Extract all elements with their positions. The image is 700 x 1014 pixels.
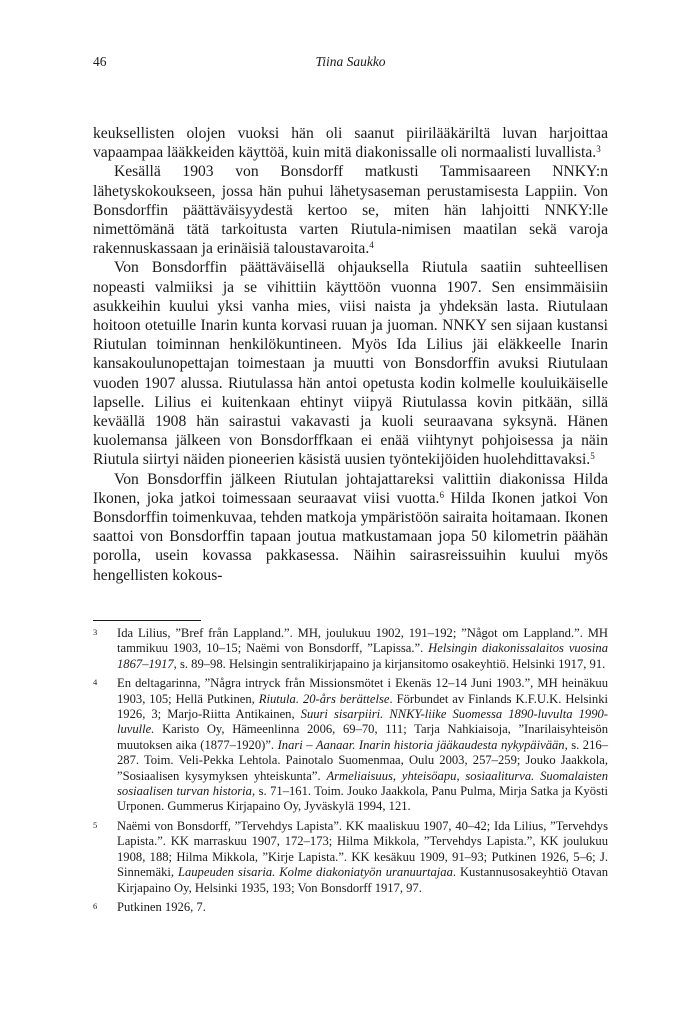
footnote-number: 3	[93, 627, 98, 637]
footnote-title: Riutula. 20-års berättelse	[258, 691, 390, 706]
paragraph-3	[93, 258, 608, 469]
paragraph-text: keuksellisten olojen vuoksi hän oli saanut piirilääkäriltä luvan harjoittaa vapaampaa lääkkeiden käyttöä, kuin mitä diakonissalle oli normaalisti luvallista.	[93, 125, 608, 162]
footnote-title: Laupeuden sisaria. Kolme diakoniatyön uranuurtajaa	[177, 865, 453, 880]
footnote-reference[interactable]: 4	[369, 240, 374, 251]
footnote-6	[93, 900, 608, 915]
page-number: 46	[93, 54, 107, 69]
paragraph-text: Hilda Ikonen jatkoi Von Bonsdorffin toimenkuvaa, tehden matkoja ympäristöön sairaita hoitamaan. Ikonen saattoi von Bonsdorffin tapaan joutua matkustamaan jopa 50 kilometrin päähän porolla, usein kovassa pakkasessa. Näihin sairasreissuihin kuului myös hengellisten kokous-	[93, 489, 608, 584]
footnote-title: Armeliaisuus, yhteisöapu, sosiaaliturva. Suomalaisten sosiaalisen turvan historia	[117, 768, 608, 799]
footnote-text: . Kustannusosakeyhtiö Otavan Kirjapaino Oy, Helsinki 1935, 193; Von Bonsdorff 1917, 97.	[117, 865, 608, 895]
body-text	[93, 124, 608, 585]
paragraph-text: Von Bonsdorffin jälkeen Riutulan johtajattareksi valittiin diakonissa Hilda Ikonen, joka jatkoi toimessaan seuraavat viisi vuotta.	[93, 470, 608, 507]
footnote-reference[interactable]: 3	[596, 144, 601, 155]
footnote-number: 6	[93, 900, 98, 911]
footnote-title: Suuri sisarpiiri. NNKY-liike Suomessa 1890-luvulta 1990-luvulle.	[117, 707, 608, 737]
paragraph-text: Von Bonsdorffin päättäväisellä ohjauksella Riutula saatiin suhteellisen nopeasti valmiiksi ja se vihittiin käyttöön vuonna 1907. Sen ensimmäisiin asukkeihin kuului yksi vanha mies, viisi naista ja yhdeksän lasta. Riutulaan hoitoon otetuille Inarin kunta korvasi ruuan ja juoman. NNKY sen sijaan kustansi Riutulan toiminnan henkilökuntineen. Myös Ida Lilius jäi eläkkeelle Inarin kansakoulunopettajan toimestaan ja muutti von Bonsdorffin avuksi Riutulaan vuoden 1907 alussa. Riutulassa hän antoi opetusta kodin kolmelle kouluikäiselle lapselle. Lilius ei kuitenkaan ehtinyt viipyä Riutulassa kovin pitkään, sillä keväällä 1908 hän sairastui vakavasti ja kuoli seuraavana syksynä. Hänen kuolemansa jälkeen von Bonsdorffkaan ei enää viihtynyt pohjoisessa ja näin Riutula siirtyi näiden pioneerien käsistä uusien työntekijöiden huolehdittavaksi.	[93, 259, 608, 469]
footnote-5	[93, 819, 608, 896]
footnote-reference[interactable]: 5	[590, 451, 595, 462]
footnote-number: 4	[93, 677, 98, 688]
footnote-text: , s. 216–287. Toim. Veli-Pekka Lehtola. Painotalo Suomenmaa, Oulu 2003, 257–259; Jouko Jaakkola, ”Sosiaalisen kysymyksen yhteiskunta”.	[117, 737, 608, 783]
footnote-text: Ida Lilius, ”Bref från Lappland.”. MH, joulukuu 1902, 191–192; ”Något om Lappland.”. MH tammikuu 1903, 10–15; Naëmi von Bonsdorff, ”Lapissa.”.	[117, 626, 608, 656]
paragraph-text: Kesällä 1903 von Bonsdorff matkusti Tammisaareen NNKY:n lähetyskokoukseen, jossa hän puhui lähetysaseman perustamisesta Lappiin. Von Bonsdorffin päättäväisyydestä kertoo se, miten hän lahjoitti NNKY:lle nimettömänä tätä tarkoitusta varten Riutula-nimisen maatilan sekä varoja rakennuskassaan ja erinäisiä taloustavaroita.	[93, 163, 608, 258]
footnote-title: Helsingin diakonissalaitos vuosina 1867–1917	[117, 641, 609, 671]
footnote-text: Putkinen 1926, 7.	[117, 899, 206, 914]
paragraph-4	[93, 470, 608, 585]
footnote-text: Naëmi von Bonsdorff, ”Tervehdys Lapista”. KK maaliskuu 1907, 40–42; Ida Lilius, ”Tervehdys Lapista.”. KK marraskuu 1907, 172–173; Hilma Mikkola, ”Tervehdys Lapista.”, KK joulukuu 1908, 188; Hilma Mikkola, ”Kirje Lapista.”. KK kesäkuu 1909, 91–93; Putkinen 1926, 5–6; J. Sinnemäki,	[117, 818, 608, 880]
running-head-author: Tiina Saukko	[315, 54, 386, 69]
footnote-reference[interactable]: 6	[439, 489, 444, 500]
footnote-text: . Förbundet av Finlands K.F.U.K. Helsinki 1926, 3; Marjo-Riitta Antikainen,	[117, 691, 608, 722]
footnote-text: , s. 71–161. Toim. Jouko Jaakkola, Panu Pulma, Mirja Satka ja Kyösti Urponen. Gummerus Kirjapaino Oy, Jyväskylä 1994, 121.	[117, 784, 608, 814]
footnote-4	[93, 676, 608, 815]
paragraph-1	[93, 124, 608, 162]
paragraph-2	[93, 162, 608, 258]
footnote-number: 5	[93, 819, 98, 830]
footnote-text: , s. 89–98. Helsingin sentralikirjapaino ja kirjansitomo osakeyhtiö. Helsinki 1917, 91.	[173, 656, 606, 671]
footnote-text: Karisto Oy, Hämeenlinna 2006, 69–70, 111; Tarja Nahkiaisoja, ”Inarilaisyhteisön muutoksen aika (1877–1920)”.	[117, 722, 608, 752]
page-header	[93, 54, 608, 74]
footnote-3	[93, 626, 608, 672]
footnote-separator	[93, 620, 201, 621]
footnote-text: En deltagarinna, ”Några intryck från Missionsmötet i Ekenäs 12–14 Juni 1903.”, MH heinäkuu 1903, 105; Hellä Putkinen,	[117, 676, 608, 706]
footnote-title: Inari – Aanaar. Inarin historia jääkaudesta nykypäivään	[277, 737, 565, 752]
footnotes	[93, 626, 608, 919]
